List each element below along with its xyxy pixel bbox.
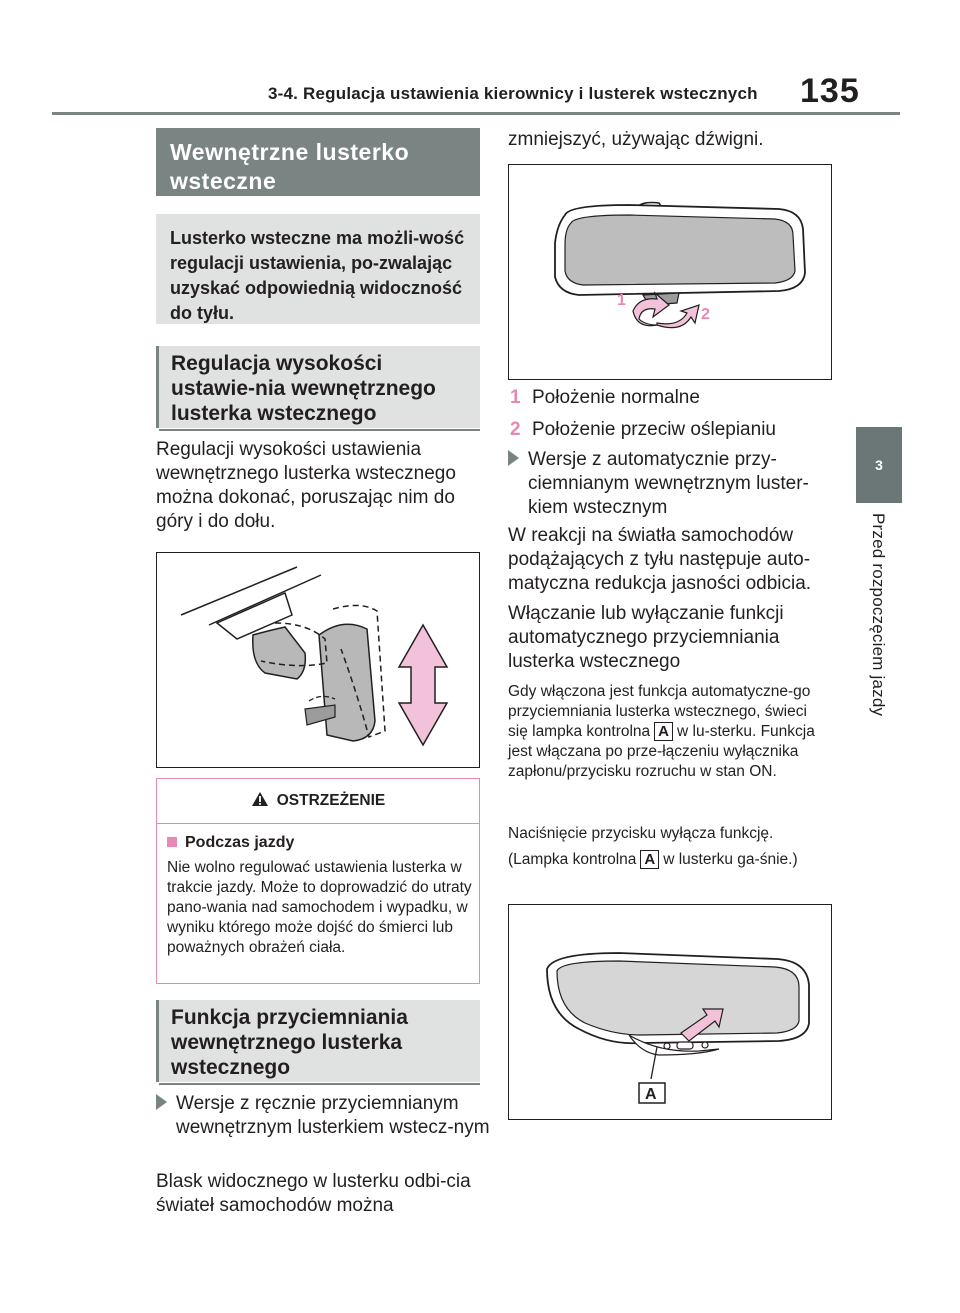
note-lamp-part1: (Lampka kontrolna bbox=[508, 851, 637, 868]
warning-icon bbox=[251, 791, 269, 807]
warning-header bbox=[157, 779, 479, 824]
warning-box bbox=[156, 778, 480, 984]
position-2-label: Położenie przeciw oślepianiu bbox=[532, 419, 776, 440]
mirror-height-illustration bbox=[157, 553, 478, 766]
position-1-row bbox=[510, 386, 840, 410]
section-heading: Wewnętrzne lusterko wsteczne bbox=[156, 128, 480, 196]
note-button: Naciśnięcie przycisku wyłącza funkcję. bbox=[508, 825, 774, 842]
triangle-bullet-icon bbox=[156, 1094, 167, 1110]
auto-dimming-illustration bbox=[509, 905, 830, 1118]
intro-box: Lusterko wsteczne ma możli-wość regulacji ustawienia, po-zwalając uzyskać odpowiednią widoczność do tyłu. bbox=[156, 214, 480, 324]
figure-manual-lever bbox=[508, 164, 832, 380]
manual-version-bullet bbox=[156, 1092, 500, 1140]
chapter-tab: 3 bbox=[856, 427, 902, 503]
subheading-dimming: Funkcja przyciemniania wewnętrznego lusterka wstecznego bbox=[156, 1000, 480, 1082]
manual-lever-illustration bbox=[509, 165, 830, 378]
auto-paragraph: W reakcji na światła samochodów podążających z tyłu następuje auto-matyczna redukcja jasności odbicia. bbox=[508, 525, 812, 594]
height-paragraph: Regulacji wysokości ustawienia wewnętrznego lusterka wstecznego można dokonać, poruszając nim do góry i do dołu. bbox=[156, 439, 456, 532]
figure-mirror-height bbox=[156, 552, 480, 768]
square-bullet-icon bbox=[167, 837, 177, 847]
warning-title: OSTRZEŻENIE bbox=[276, 792, 386, 809]
running-header-title: 3-4. Regulacja ustawienia kierownicy i lusterek wstecznych bbox=[268, 84, 758, 103]
chapter-title: Przed rozpoczęciem jazdy bbox=[869, 513, 888, 717]
auto-version-text: Wersje z automatycznie przy-ciemnianym wewnętrznym luster-kiem wstecznym bbox=[528, 449, 809, 518]
warning-text: Nie wolno regulować ustawienia lusterka w trakcie jazdy. Może to doprowadzić do utraty pano-wania nad samochodem i wypadku, w wyniku którego może dojść do śmierci lub poważnych obrażeń ciała. bbox=[167, 859, 472, 956]
subheading-height: Regulacja wysokości ustawie-nia wewnętrznego lusterka wstecznego bbox=[156, 346, 480, 428]
manual-version-text: Wersje z ręcznie przyciemnianym wewnętrznym lusterkiem wstecz-nym bbox=[176, 1093, 490, 1138]
fig-label-a: A bbox=[645, 1086, 657, 1103]
position-1-label: Położenie normalne bbox=[532, 387, 700, 408]
toggle-heading: Włączanie lub wyłączanie funkcji automatycznego przyciemniania lusterka wstecznego bbox=[508, 603, 784, 672]
auto-version-bullet bbox=[508, 448, 848, 520]
indicator-badge: A bbox=[654, 722, 673, 741]
warning-subtitle-row bbox=[167, 832, 473, 854]
position-1-number: 1 bbox=[510, 387, 521, 408]
manual-paragraph: Blask widocznego w lusterku odbi-cia świateł samochodów można bbox=[156, 1171, 471, 1216]
continued-paragraph: zmniejszyć, używając dźwigni. bbox=[508, 129, 764, 150]
position-2-row bbox=[510, 418, 840, 442]
header-rule bbox=[52, 112, 900, 115]
note-indicator-part1: Gdy włączona jest funkcja automatyczne-go przyciemniania lusterka wstecznego, świeci się lampka kontrolna bbox=[508, 683, 811, 740]
note-lamp-part2: w lusterku ga-śnie.) bbox=[663, 851, 798, 868]
triangle-bullet-icon bbox=[508, 450, 519, 466]
page-number: 135 bbox=[800, 72, 860, 110]
fig-label-2: 2 bbox=[701, 306, 710, 323]
warning-subtitle: Podczas jazdy bbox=[185, 834, 295, 851]
note-indicator bbox=[508, 682, 824, 782]
note-indicator-part2: w lu-sterku. Funkcja jest włączana po prze-łączeniu wyłącznika zapłonu/przycisku rozruchu w stan ON. bbox=[508, 723, 815, 780]
note-lamp bbox=[508, 850, 824, 870]
fig-label-1: 1 bbox=[617, 292, 626, 309]
indicator-badge: A bbox=[640, 850, 659, 869]
figure-auto-dimming bbox=[508, 904, 832, 1120]
position-2-number: 2 bbox=[510, 419, 521, 440]
